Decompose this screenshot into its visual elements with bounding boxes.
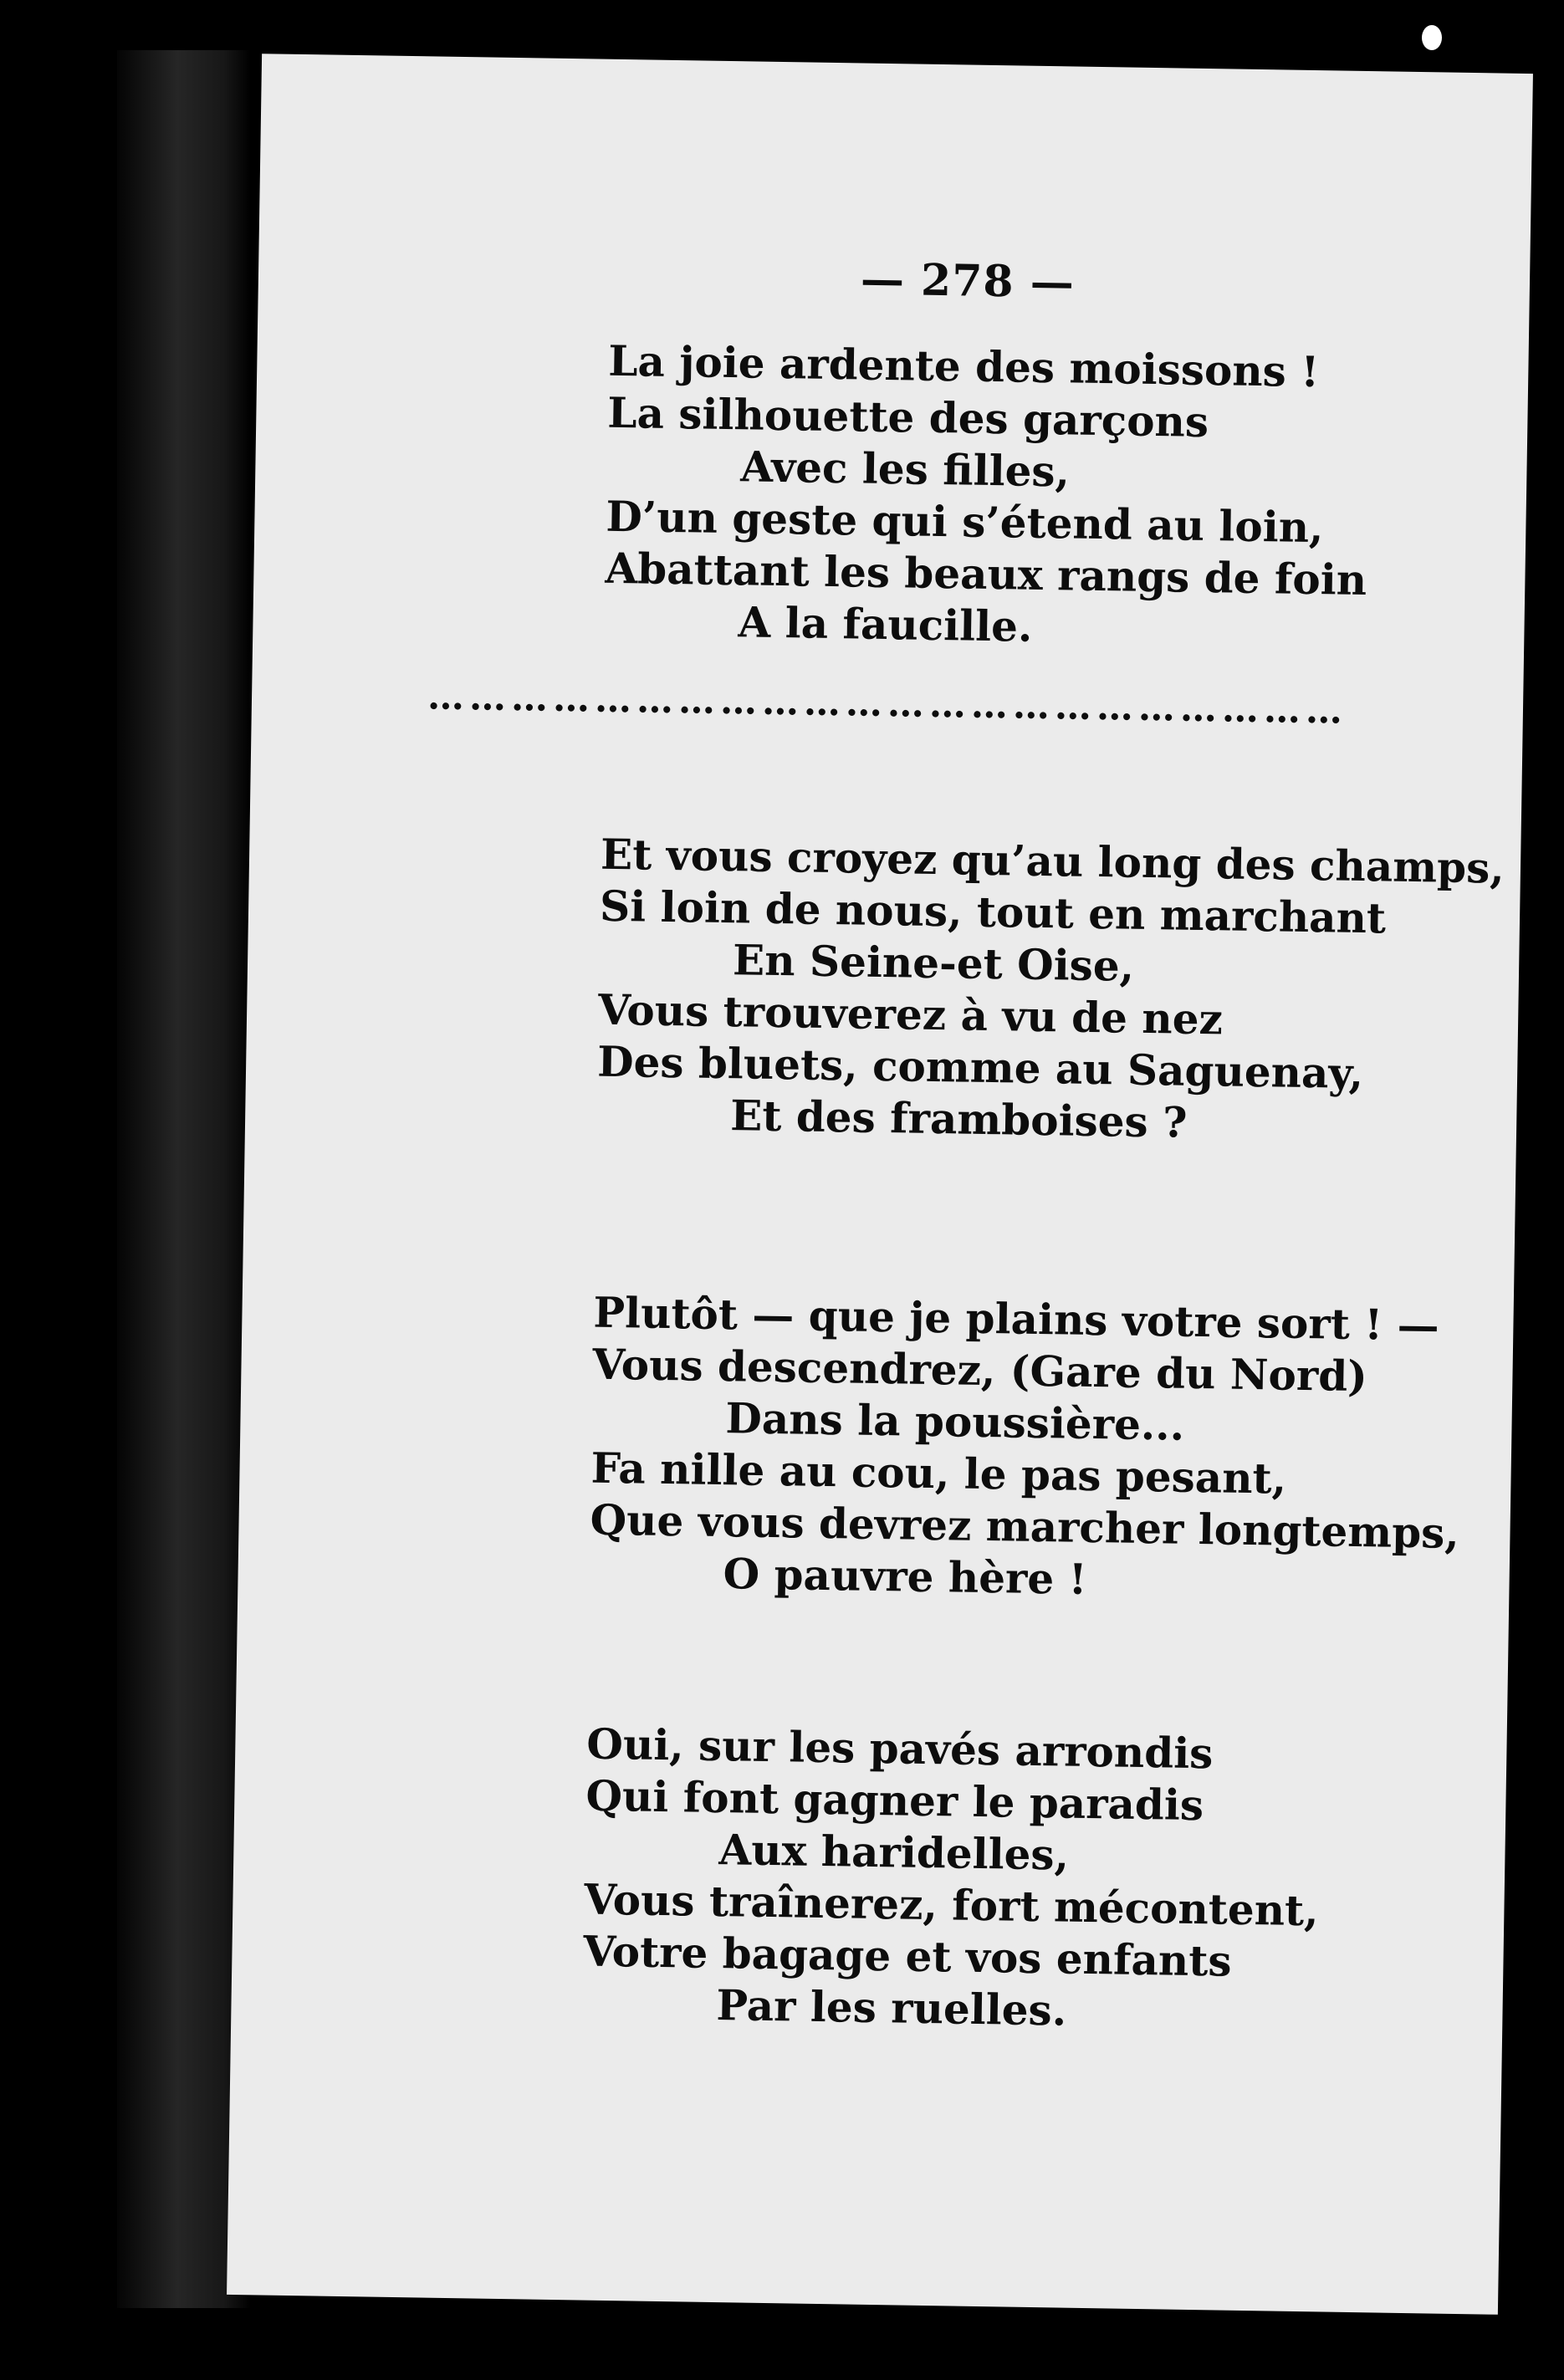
page-number: — 278 — <box>860 253 1076 309</box>
verse-line: Oui, sur les pavés arrondis <box>585 1719 1214 1779</box>
verse-line: Par les ruelles. <box>716 1980 1067 2035</box>
verse-line: Et vous croyez qu’au long des champs, <box>600 829 1505 893</box>
stanza-2 <box>596 829 1505 1154</box>
scan-speck <box>1422 25 1442 50</box>
stanza-4 <box>582 1719 1321 2041</box>
verse-line: En Seine-et Oise, <box>732 935 1135 991</box>
verse-line: O pauvre hère ! <box>723 1549 1088 1604</box>
book-page <box>227 54 1533 2315</box>
verse-line: Des bluets, comme au Saguenay, <box>596 1036 1364 1099</box>
verse-line: La joie ardente des moissons ! <box>607 335 1320 397</box>
verse-line: Que vous devrez marcher longtemps, <box>590 1494 1460 1558</box>
verse-line: Avec les filles, <box>739 442 1071 497</box>
verse-line: Vous trouverez à vu de nez <box>597 984 1224 1044</box>
verse-line: Et des framboises ? <box>729 1090 1188 1147</box>
verse-line: Aux haridelles, <box>718 1825 1070 1880</box>
book-binding-edge <box>117 50 251 2308</box>
stanza-3 <box>589 1287 1463 1611</box>
verse-line: Qui font gagner le paradis <box>585 1770 1204 1831</box>
verse-line: Vous descendrez, (Gare du Nord) <box>592 1339 1368 1402</box>
verse-line: Plutôt — que je plains votre sort ! — <box>593 1287 1440 1351</box>
verse-line: A la faucille. <box>738 597 1033 651</box>
verse-line: D’un geste qui s’étend au loin, <box>606 491 1324 553</box>
stanza-1 <box>604 335 1370 658</box>
dotted-separator: ………………………………………………………… <box>427 675 1348 733</box>
verse-line: Abattant les beaux rangs de foin <box>605 543 1367 605</box>
verse-line: La silhouette des garçons <box>606 387 1209 447</box>
verse-line: Dans la poussière... <box>725 1393 1185 1450</box>
verse-line: Vous traînerez, fort mécontent, <box>584 1874 1320 1936</box>
verse-line: Si loin de nous, tout en marchant <box>599 881 1387 943</box>
verse-line: Fa nille au cou, le pas pesant, <box>590 1443 1287 1504</box>
verse-line: Votre bagage et vos enfants <box>583 1926 1232 1986</box>
